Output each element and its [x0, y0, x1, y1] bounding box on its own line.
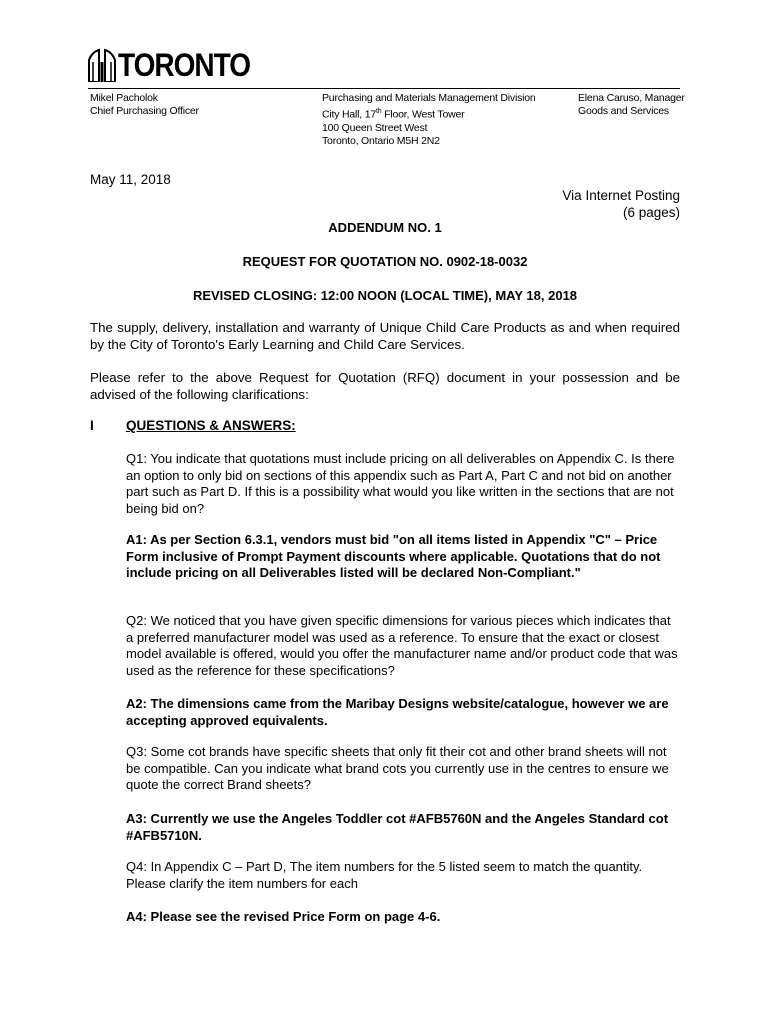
answer-1: A1: As per Section 6.3.1, vendors must bid "on all items listed in Appendix "C" – Price Form inclusive of Prompt Payment discounts where applicable. Quotations that do not include pricing on all Deliverables listed will be declared Non-Compliant."	[126, 532, 661, 580]
revised-closing: REVISED CLOSING: 12:00 NOON (LOCAL TIME), MAY 18, 2018	[192, 288, 578, 303]
logo-text: TORONTO	[118, 47, 250, 84]
city-hall-icon	[88, 48, 116, 82]
manager-name: Elena Caruso, Manager	[578, 92, 685, 104]
document-date: May 11, 2018	[90, 172, 171, 187]
question-3: Q3: Some cot brands have specific sheets that only fit their cot and other brand sheets will not be compatible. Can you indicate what brand cots you currently use in the centres to ensure we quote the correct Brand sheets?	[126, 744, 669, 792]
address-line: City Hall, 17th Floor, West Tower	[322, 108, 465, 121]
header-middle	[322, 92, 536, 148]
answer-3: A3: Currently we use the Angeles Toddler cot #AFB5760N and the Angeles Standard cot #AFB5710N.	[126, 811, 669, 843]
question-2: Q2: We noticed that you have given specific dimensions for various pieces which indicates that a preferred manufacturer model was used as a reference. To ensure that the exact or closest model available is offered, would you offer the manufacturer name and/or product code that was used as the reference for these specifications?	[126, 613, 678, 678]
toronto-logo	[88, 48, 250, 82]
question-4: Q4: In Appendix C – Part D, The item numbers for the 5 listed seem to match the quantity. Please clarify the item numbers for each	[126, 859, 643, 891]
city-line: Toronto, Ontario M5H 2N2	[322, 134, 440, 147]
chief-name: Mikel Pacholok	[90, 92, 158, 104]
question-1: Q1: You indicate that quotations must include pricing on all deliverables on Appendix C. Is there an option to only bid on sections of this appendix such as Part A, Part C and not bid on another part such as Part D. If this is a possibility what would you like written in the sections that are not being bid on?	[126, 451, 675, 516]
header-right	[578, 92, 685, 118]
answer-4: A4: Please see the revised Price Form on page 4-6.	[126, 909, 441, 924]
section-number: I	[90, 418, 94, 433]
header-left	[90, 92, 199, 118]
intro-paragraph: The supply, delivery, installation and warranty of Unique Child Care Products as and when required by the City of Toronto's Early Learning and Child Care Services.	[90, 320, 680, 352]
header-rule	[88, 88, 680, 89]
street-line: 100 Queen Street West	[322, 121, 428, 134]
refer-paragraph: Please refer to the above Request for Quotation (RFQ) document in your possession and be advised of the following clarifications:	[90, 370, 680, 402]
addendum-title: ADDENDUM NO. 1	[328, 220, 442, 235]
answer-2: A2: The dimensions came from the Maribay Designs website/catalogue, however we are accepting approved equivalents.	[126, 696, 669, 728]
section-title: QUESTIONS & ANSWERS:	[126, 418, 296, 433]
manager-dept: Goods and Services	[578, 105, 669, 117]
via-posting: Via Internet Posting (6 pages)	[562, 188, 680, 220]
chief-title: Chief Purchasing Officer	[90, 105, 199, 117]
rfq-number: REQUEST FOR QUOTATION NO. 0902-18-0032	[242, 254, 528, 269]
division-name: Purchasing and Materials Management Division	[322, 92, 536, 104]
